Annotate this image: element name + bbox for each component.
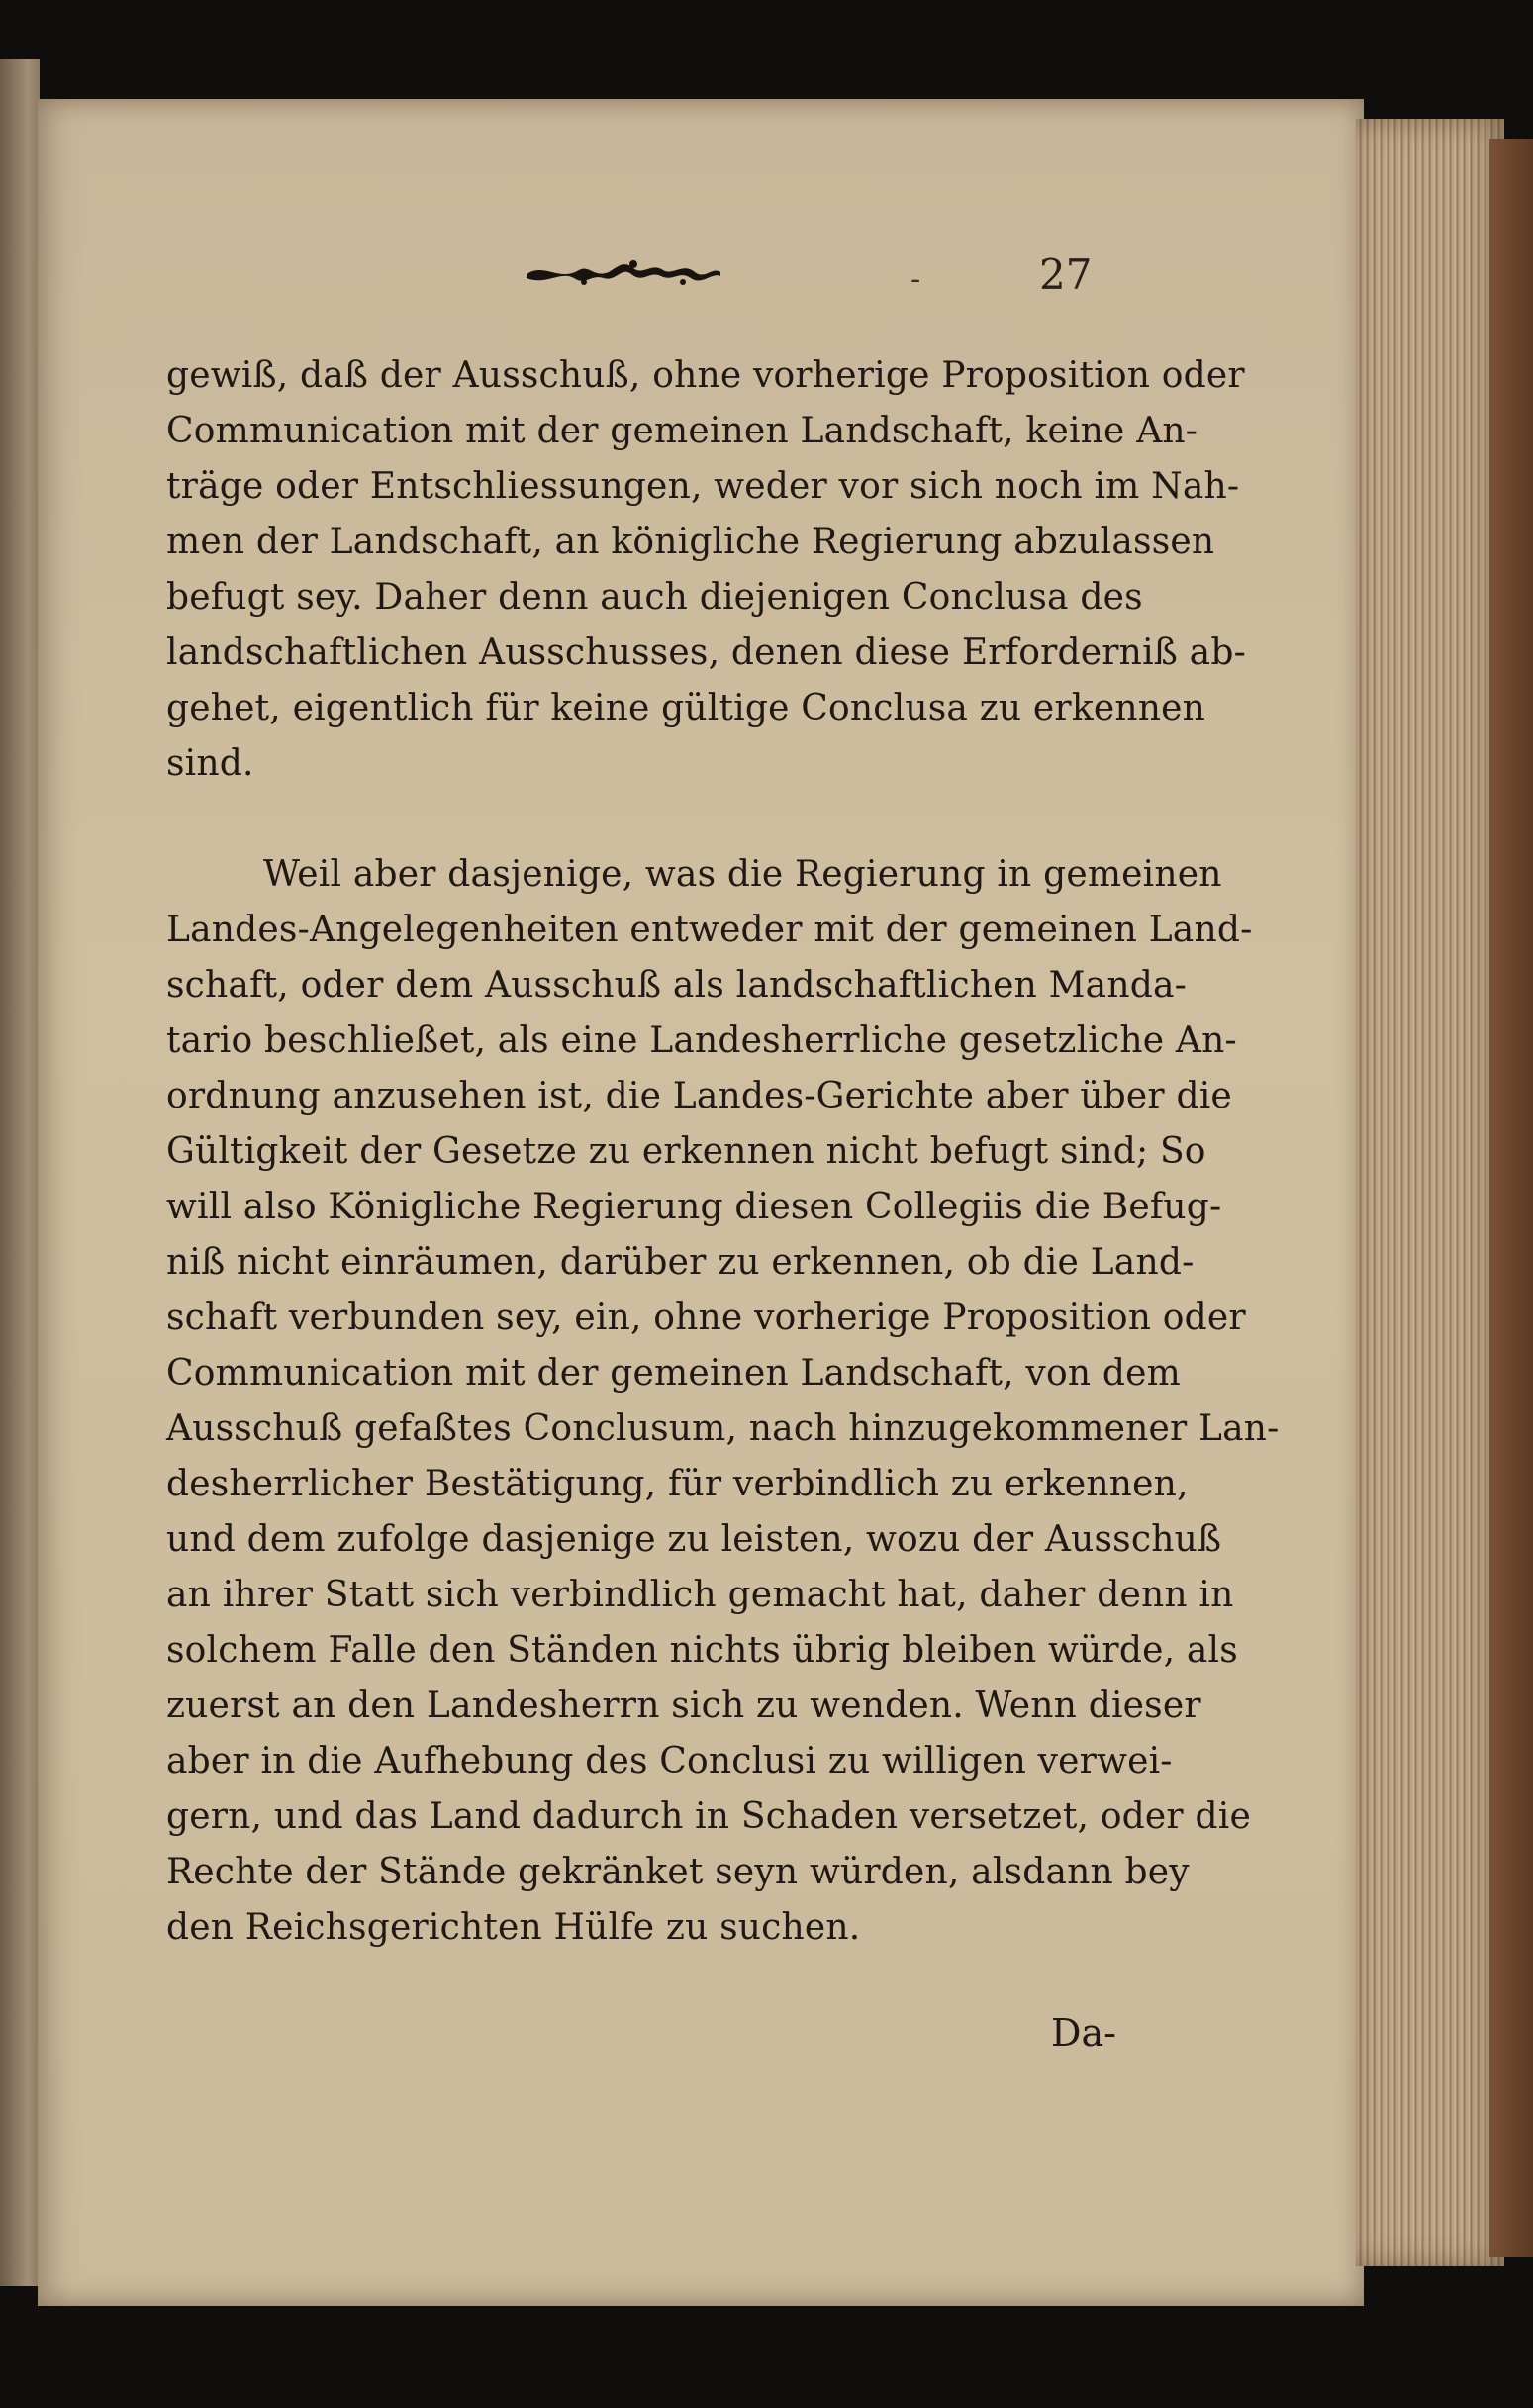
text-line: gern, und das Land dadurch in Schaden versetzet, oder die (166, 1796, 1251, 1837)
text-line: Gültigkeit der Gesetze zu erkennen nicht befugt sind; So (166, 1131, 1206, 1172)
text-line: Landes-Angelegenheiten entweder mit der gemeinen Land- (166, 910, 1253, 950)
page-block-edge (1356, 119, 1504, 2266)
text-line: desherrlicher Bestätigung, für verbindlich zu erkennen, (166, 1464, 1189, 1504)
paragraph-gap (166, 792, 1118, 847)
text-line: men der Landschaft, an königliche Regierung abzulassen (166, 522, 1215, 562)
paragraph (166, 348, 1246, 792)
text-line: gewiß, daß der Ausschuß, ohne vorherige Proposition oder (166, 355, 1245, 396)
text-line: will also Königliche Regierung diesen Collegiis die Befug- (166, 1187, 1222, 1227)
text-line: Ausschuß gefaßtes Conclusum, nach hinzugekommener Lan- (166, 1408, 1280, 1449)
text-line: Weil aber dasjenige, was die Regierung in gemeinen (263, 854, 1222, 895)
text-line: an ihrer Statt sich verbindlich gemacht hat, daher denn in (166, 1575, 1234, 1615)
text-line: träge oder Entschliessungen, weder vor sich noch im Nah- (166, 466, 1240, 507)
text-line: aber in die Aufhebung des Conclusi zu willigen verwei- (166, 1741, 1173, 1782)
book-cover-edge (1489, 139, 1533, 2257)
facing-page-edge (0, 59, 40, 2286)
text-line: tario beschließet, als eine Landesherrliche gesetzliche An- (166, 1020, 1237, 1061)
text-line: schaft verbunden sey, ein, ohne vorherige Proposition oder (166, 1298, 1246, 1338)
body-text (166, 348, 1280, 1956)
running-head-dash: - (910, 262, 921, 297)
text-line: landschaftlichen Ausschusses, denen diese Erforderniß ab- (166, 632, 1246, 673)
text-line: ordnung anzusehen ist, die Landes-Gerichte aber über die (166, 1076, 1232, 1116)
text-line: Communication mit der gemeinen Landschaft, keine An- (166, 411, 1198, 451)
running-head (158, 252, 1099, 302)
text-line: niß nicht einräumen, darüber zu erkennen, ob die Land- (166, 1242, 1195, 1283)
text-line: sind. (166, 743, 254, 784)
catchword: Da- (1051, 2011, 1116, 2055)
text-line: und dem zufolge dasjenige zu leisten, wozu der Ausschuß (166, 1519, 1222, 1560)
text-line: zuerst an den Landesherrn sich zu wenden. Wenn dieser (166, 1686, 1201, 1726)
text-line: Rechte der Stände gekränket seyn würden, alsdann bey (166, 1852, 1190, 1892)
text-line: schaft, oder dem Ausschuß als landschaftlichen Manda- (166, 965, 1187, 1006)
text-line: gehet, eigentlich für keine gültige Conclusa zu erkennen (166, 688, 1206, 728)
paragraph (166, 847, 1280, 1956)
page-number: 27 (1039, 250, 1093, 299)
ornament-icon (525, 252, 722, 292)
text-line: Communication mit der gemeinen Landschaft, von dem (166, 1353, 1181, 1394)
text-line: befugt sey. Daher denn auch diejenigen Conclusa des (166, 577, 1143, 618)
text-line: solchem Falle den Ständen nichts übrig bleiben würde, als (166, 1630, 1238, 1671)
text-line: den Reichsgerichten Hülfe zu suchen. (166, 1907, 861, 1948)
